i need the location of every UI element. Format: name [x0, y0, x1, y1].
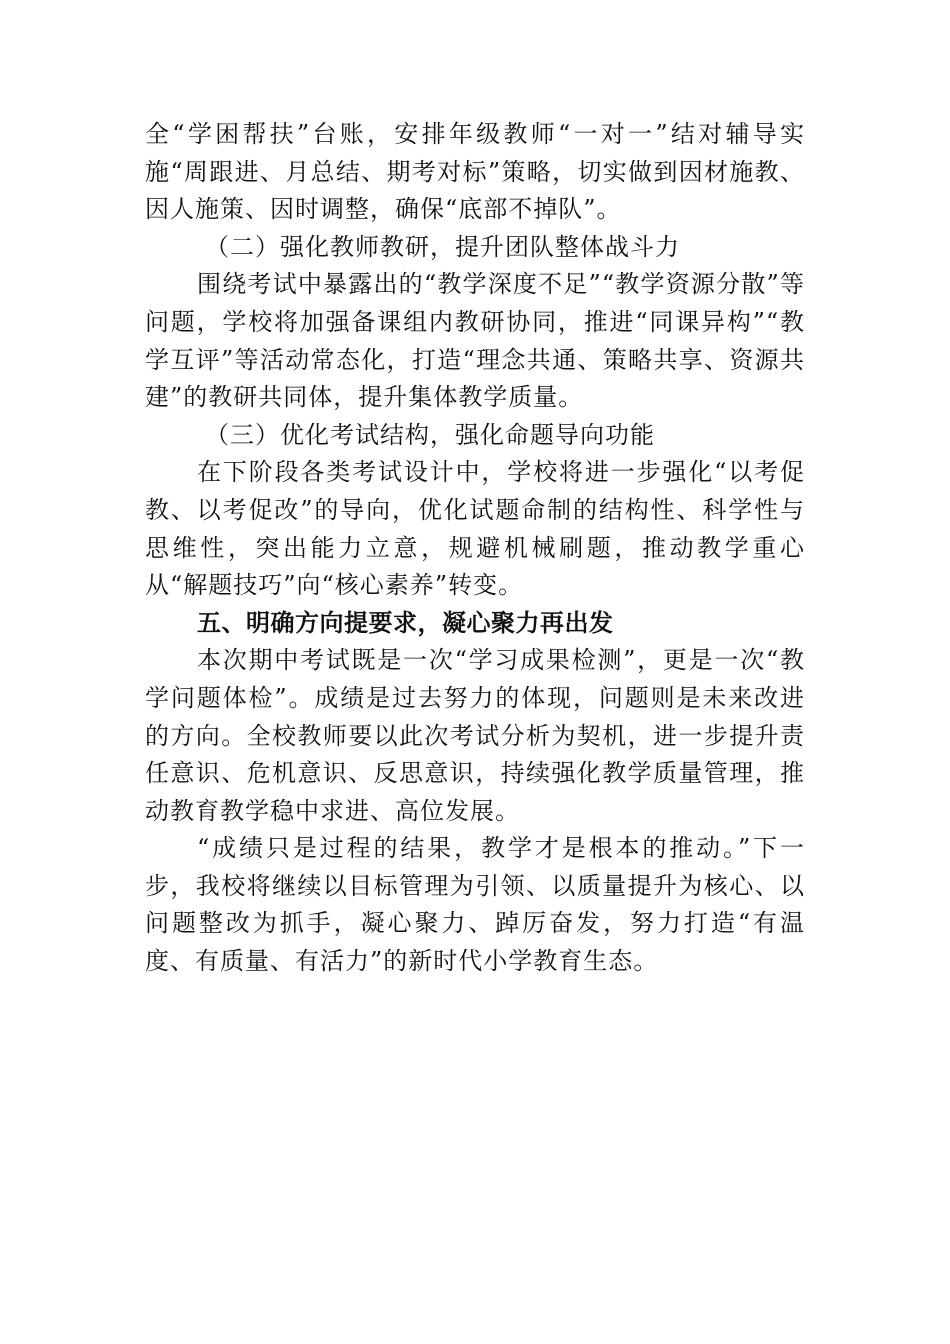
- body-paragraph: 全“学困帮扶”台账，安排年级教师“一对一”结对辅导实施“周跟进、月总结、期考对标”策略，切实做到因材施教、因人施策、因时调整，确保“底部不掉队”。: [145, 120, 805, 224]
- body-paragraph: 在下阶段各类考试设计中，学校将进一步强化“以考促教、以考促改”的导向，优化试题命制的结构性、科学性与思维性，突出能力立意，规避机械刷题，推动教学重心从“解题技巧”向“核心素养”转变。: [145, 458, 805, 600]
- body-paragraph: “成绩只是过程的结果，教学才是根本的推动。”下一步，我校将继续以目标管理为引领、以质量提升为核心、以问题整改为抓手，凝心聚力、踔厉奋发，努力打造“有温度、有质量、有活力”的新时代小学教育生态。: [145, 834, 805, 976]
- subsection-heading: （二）强化教师教研，提升团队整体战斗力: [205, 232, 680, 261]
- section-heading: 五、明确方向提要求，凝心聚力再出发: [197, 608, 614, 637]
- document-body: [145, 116, 805, 981]
- subsection-heading: （三）优化考试结构，强化命题导向功能: [205, 420, 655, 449]
- body-paragraph: 围绕考试中暴露出的“教学深度不足”“教学资源分散”等问题，学校将加强备课组内教研协同，推进“同课异构”“教学互评”等活动常态化，打造“理念共通、策略共享、资源共建”的教研共同体，提升集体教学质量。: [145, 270, 805, 412]
- body-paragraph: 本次期中考试既是一次“学习成果检测”，更是一次“教学问题体检”。成绩是过去努力的体现，问题则是未来改进的方向。全校教师要以此次考试分析为契机，进一步提升责任意识、危机意识、反思意识，持续强化教学质量管理，推动教育教学稳中求进、高位发展。: [145, 646, 805, 825]
